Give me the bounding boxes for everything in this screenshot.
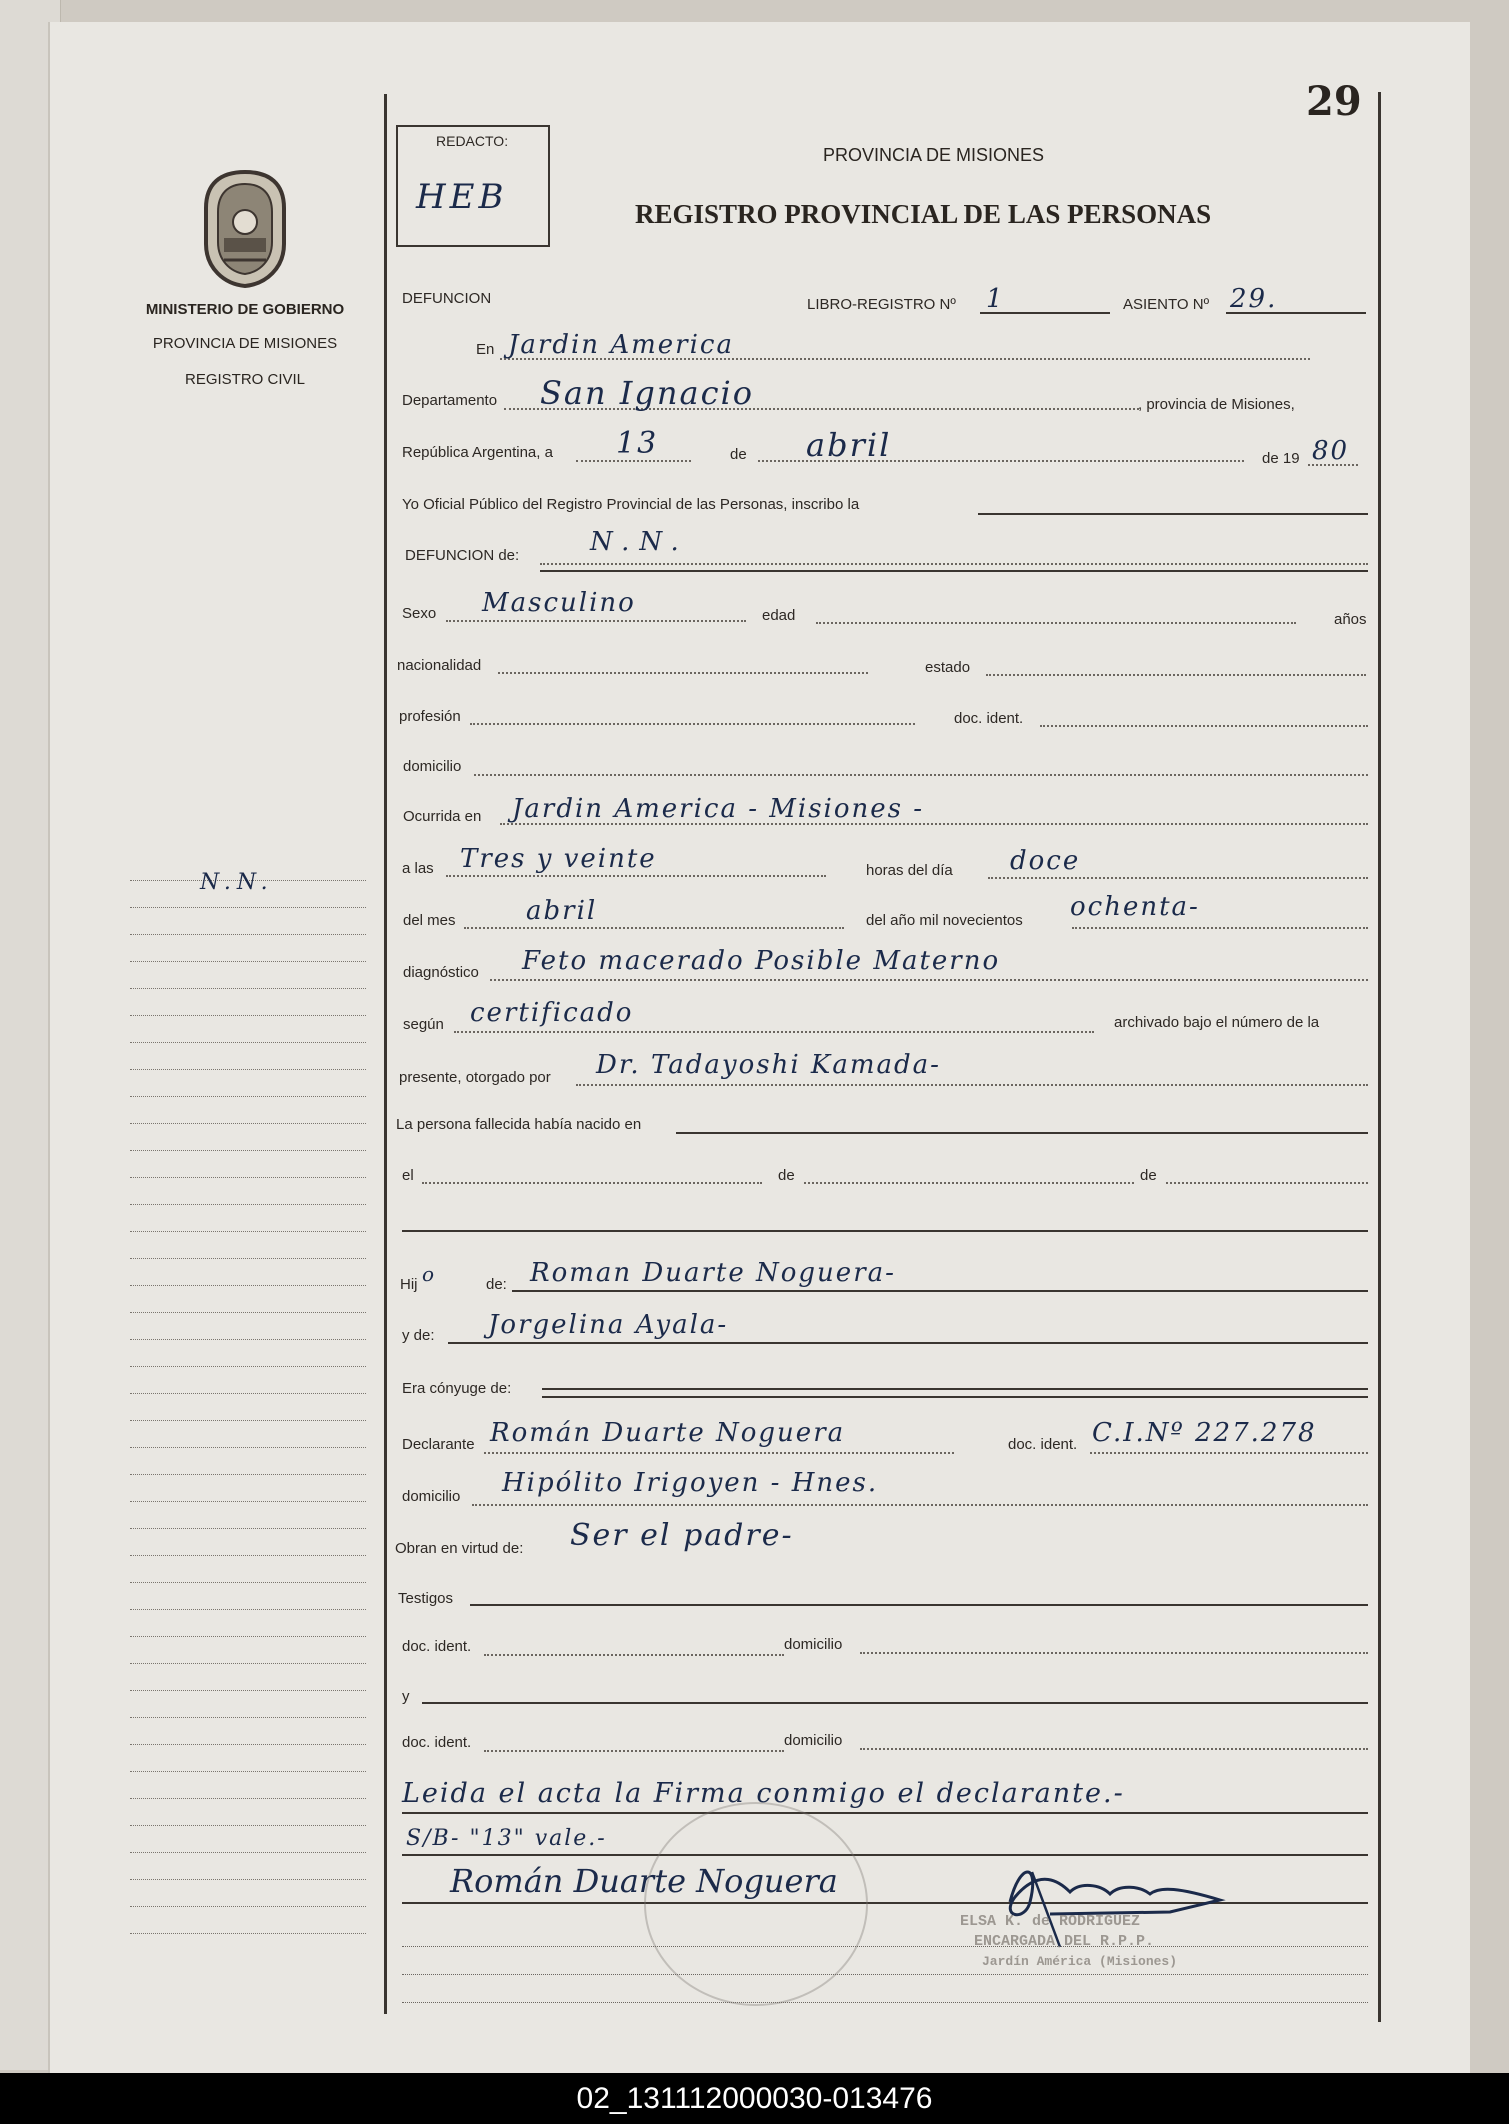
defuncion-de-value: N.N. <box>590 527 689 557</box>
margin-line <box>130 1582 366 1583</box>
margin-line <box>130 1555 366 1556</box>
defuncion-de-line <box>540 563 1368 565</box>
margin-line <box>130 1177 366 1178</box>
margin-note: N.N. <box>200 870 274 895</box>
sb-value: S/B- "13" vale.- <box>406 1826 607 1851</box>
ocurrida-label: Ocurrida en <box>403 808 482 825</box>
margin-line <box>130 961 366 962</box>
testigo2-doc-label: doc. ident. <box>402 1734 472 1751</box>
margin-line <box>130 907 366 908</box>
testigo2-y-label: y <box>402 1688 410 1705</box>
edad-line <box>816 622 1296 624</box>
declarante-doc-label: doc. ident. <box>1008 1436 1078 1453</box>
day-value: 13 <box>616 426 659 461</box>
diagnostico-label: diagnóstico <box>403 964 479 981</box>
sexo-value: Masculino <box>482 588 636 618</box>
testigo2-dom-label: domicilio <box>784 1732 843 1749</box>
margin-line <box>130 1204 366 1205</box>
conyuge-line <box>542 1388 1368 1390</box>
declarante-label: Declarante <box>402 1436 475 1453</box>
republica-label: República Argentina, a <box>402 444 553 461</box>
margin-line <box>130 1690 366 1691</box>
hijo-label: Hij <box>400 1276 418 1293</box>
estado-line <box>986 674 1366 676</box>
sexo-label: Sexo <box>402 605 437 622</box>
declarante-doc-value: C.I.Nº 227.278 <box>1092 1418 1317 1448</box>
profesion-label: profesión <box>399 708 461 725</box>
el-label: el <box>402 1167 414 1184</box>
footer-id: 02_131112000030-013476 <box>0 2073 1509 2124</box>
edad-label: edad <box>762 607 796 624</box>
obran-value: Ser el padre- <box>570 1518 794 1553</box>
anos-label: años <box>1334 611 1367 628</box>
margin-line <box>130 1609 366 1610</box>
margin-line <box>130 1879 366 1880</box>
segun-value: certificado <box>470 998 634 1028</box>
margin-line <box>130 988 366 989</box>
domicilio-decl-line <box>472 1504 1368 1506</box>
stamp-line-1: ELSA K. de RODRIGUEZ <box>960 1913 1141 1930</box>
departamento-value: San Ignacio <box>540 374 755 412</box>
margin-line <box>130 1528 366 1529</box>
header-title: REGISTRO PROVINCIAL DE LAS PERSONAS <box>635 199 1212 229</box>
estado-label: estado <box>925 659 971 676</box>
margin-line <box>130 1906 366 1907</box>
hijo-suffix: o <box>422 1262 437 1286</box>
margin-line <box>130 1015 366 1016</box>
testigo2-dom-line <box>860 1748 1368 1750</box>
margin-line <box>130 1636 366 1637</box>
en-label: En <box>476 341 495 358</box>
margin-line <box>130 1501 366 1502</box>
asiento-value: 29. <box>1230 284 1278 314</box>
el-line-1 <box>422 1182 762 1184</box>
stamp-line-2: ENCARGADA DEL R.P.P. <box>974 1933 1155 1950</box>
ocurrida-value: Jardin America - Misiones - <box>512 794 925 824</box>
en-value: Jardin America <box>508 330 734 360</box>
horas-label: horas del día <box>866 862 953 879</box>
margin-line <box>130 934 366 935</box>
closing-line <box>402 1946 1368 1947</box>
margin-line <box>130 1447 366 1448</box>
leida-line <box>402 1812 1368 1814</box>
official-stamp <box>960 1912 1177 1972</box>
a-las-line <box>446 875 826 877</box>
nacido-label: La persona fallecida había nacido en <box>396 1116 642 1133</box>
padre-de-label: de: <box>486 1276 507 1293</box>
profesion-line <box>470 723 915 725</box>
month-value: abril <box>806 426 892 464</box>
obran-label: Obran en virtud de: <box>395 1540 524 1557</box>
dia-value: doce <box>1010 846 1081 876</box>
de-label: de <box>730 446 747 463</box>
closing-line <box>402 2002 1368 2003</box>
margin-line <box>130 1717 366 1718</box>
yo-oficial-text: Yo Oficial Público del Registro Provincial de las Personas, inscribo la <box>402 496 860 513</box>
domicilio-line <box>474 774 1368 776</box>
ano-line <box>1072 927 1368 929</box>
presente-label: presente, otorgado por <box>399 1069 551 1086</box>
province-label: PROVINCIA DE MISIONES <box>152 335 338 352</box>
defuncion-de-label: DEFUNCION de: <box>405 547 520 564</box>
madre-line <box>448 1342 1368 1344</box>
margin-line <box>130 1663 366 1664</box>
registry-label: REGISTRO CIVIL <box>184 371 306 388</box>
redacto-value: HEB <box>416 177 508 217</box>
margin-line <box>130 1366 366 1367</box>
asiento-label: ASIENTO Nº <box>1123 296 1210 313</box>
margin-line <box>130 1285 366 1286</box>
domicilio-decl-value: Hipólito Irigoyen - Hnes. <box>502 1468 879 1498</box>
round-seal <box>644 1802 868 2006</box>
a-las-label: a las <box>402 860 434 877</box>
margin-line <box>130 1042 366 1043</box>
leida-value: Leida el acta la Firma conmigo el declarante.- <box>402 1778 1125 1809</box>
page-number: 29 <box>1306 78 1362 125</box>
ministry-label: MINISTERIO DE GOBIERNO <box>145 301 345 318</box>
el-de-label-2: de <box>1140 1167 1157 1184</box>
margin-line <box>130 1393 366 1394</box>
margin-line <box>130 1123 366 1124</box>
testigo1-doc-label: doc. ident. <box>402 1638 472 1655</box>
el-line-2 <box>804 1182 1134 1184</box>
year-value: 80 <box>1312 436 1350 466</box>
margin-line <box>130 1933 366 1934</box>
margin-line <box>130 1258 366 1259</box>
nacionalidad-line <box>498 672 868 674</box>
mes-line <box>464 927 844 929</box>
testigo1-dom-line <box>860 1652 1368 1654</box>
margin-line <box>130 1771 366 1772</box>
right-vertical-rule <box>1378 92 1381 2022</box>
margin-line <box>130 1231 366 1232</box>
nacionalidad-label: nacionalidad <box>397 657 482 674</box>
el-line-3 <box>1166 1182 1368 1184</box>
presente-value: Dr. Tadayoshi Kamada- <box>596 1050 941 1080</box>
declarante-doc-line <box>1090 1452 1368 1454</box>
provincia-suffix: , provincia de Misiones, <box>1138 396 1295 413</box>
testigo1-doc-line <box>484 1654 784 1656</box>
libro-label: LIBRO-REGISTRO Nº <box>807 296 956 313</box>
conyuge-label: Era cónyuge de: <box>402 1380 512 1397</box>
diagnostico-line <box>490 979 1368 981</box>
testigos-label: Testigos <box>398 1590 454 1607</box>
domicilio-label: domicilio <box>403 758 462 775</box>
ano-value: ochenta- <box>1070 892 1200 922</box>
margin-line <box>130 1420 366 1421</box>
declarante-line <box>484 1452 954 1454</box>
defuncion-label: DEFUNCION <box>402 290 492 307</box>
coat-of-arms-icon <box>200 170 290 288</box>
padre-line <box>512 1290 1368 1292</box>
y-de-label: y de: <box>402 1327 435 1344</box>
blank-line <box>402 1230 1368 1232</box>
nacido-line <box>676 1132 1368 1134</box>
domicilio-decl-label: domicilio <box>402 1488 461 1505</box>
presente-line <box>576 1084 1368 1086</box>
margin-line <box>130 1798 366 1799</box>
segun-label: según <box>403 1016 444 1033</box>
testigo1-dom-label: domicilio <box>784 1636 843 1653</box>
redacto-box <box>396 125 550 247</box>
margin-line <box>130 1852 366 1853</box>
yo-oficial-line <box>978 513 1368 515</box>
diagnostico-value: Feto macerado Posible Materno <box>522 946 1001 976</box>
madre-value: Jorgelina Ayala- <box>488 1310 729 1340</box>
libro-value: 1 <box>986 284 1005 314</box>
redacto-label: REDACTO: <box>436 133 509 149</box>
margin-line <box>130 1312 366 1313</box>
del-mes-label: del mes <box>403 912 456 929</box>
margin-line <box>130 1069 366 1070</box>
departamento-label: Departamento <box>402 392 498 409</box>
margin-line <box>130 1744 366 1745</box>
dia-line <box>988 877 1368 879</box>
testigos-line <box>470 1604 1368 1606</box>
stamp-line-3: Jardín América (Misiones) <box>982 1954 1178 1969</box>
sexo-line <box>446 620 746 622</box>
el-de-label-1: de <box>778 1167 795 1184</box>
year-label: de 19 <box>1262 450 1300 467</box>
padre-value: Roman Duarte Noguera- <box>530 1258 896 1288</box>
left-vertical-rule <box>384 94 387 2014</box>
registry-page <box>48 22 1470 2080</box>
margin-line <box>130 1825 366 1826</box>
header-province: PROVINCIA DE MISIONES <box>823 145 1045 165</box>
testigo2-line <box>422 1702 1368 1704</box>
margin-line <box>130 1150 366 1151</box>
ano-label: del año mil novecientos <box>866 912 1023 929</box>
declarante-value: Román Duarte Noguera <box>490 1418 846 1448</box>
a-las-value: Tres y veinte <box>460 844 657 874</box>
doc-ident-label: doc. ident. <box>954 710 1024 727</box>
firma-value: Román Duarte Noguera <box>450 1862 838 1900</box>
segun-line <box>454 1031 1094 1033</box>
margin-line <box>130 1096 366 1097</box>
testigo2-doc-line <box>484 1750 784 1752</box>
mes-value: abril <box>526 896 598 926</box>
margin-line <box>130 1339 366 1340</box>
closing-line <box>402 1974 1368 1975</box>
margin-line <box>130 1474 366 1475</box>
doc-ident-line <box>1040 725 1368 727</box>
archivado-label: archivado bajo el número de la <box>1114 1014 1320 1031</box>
